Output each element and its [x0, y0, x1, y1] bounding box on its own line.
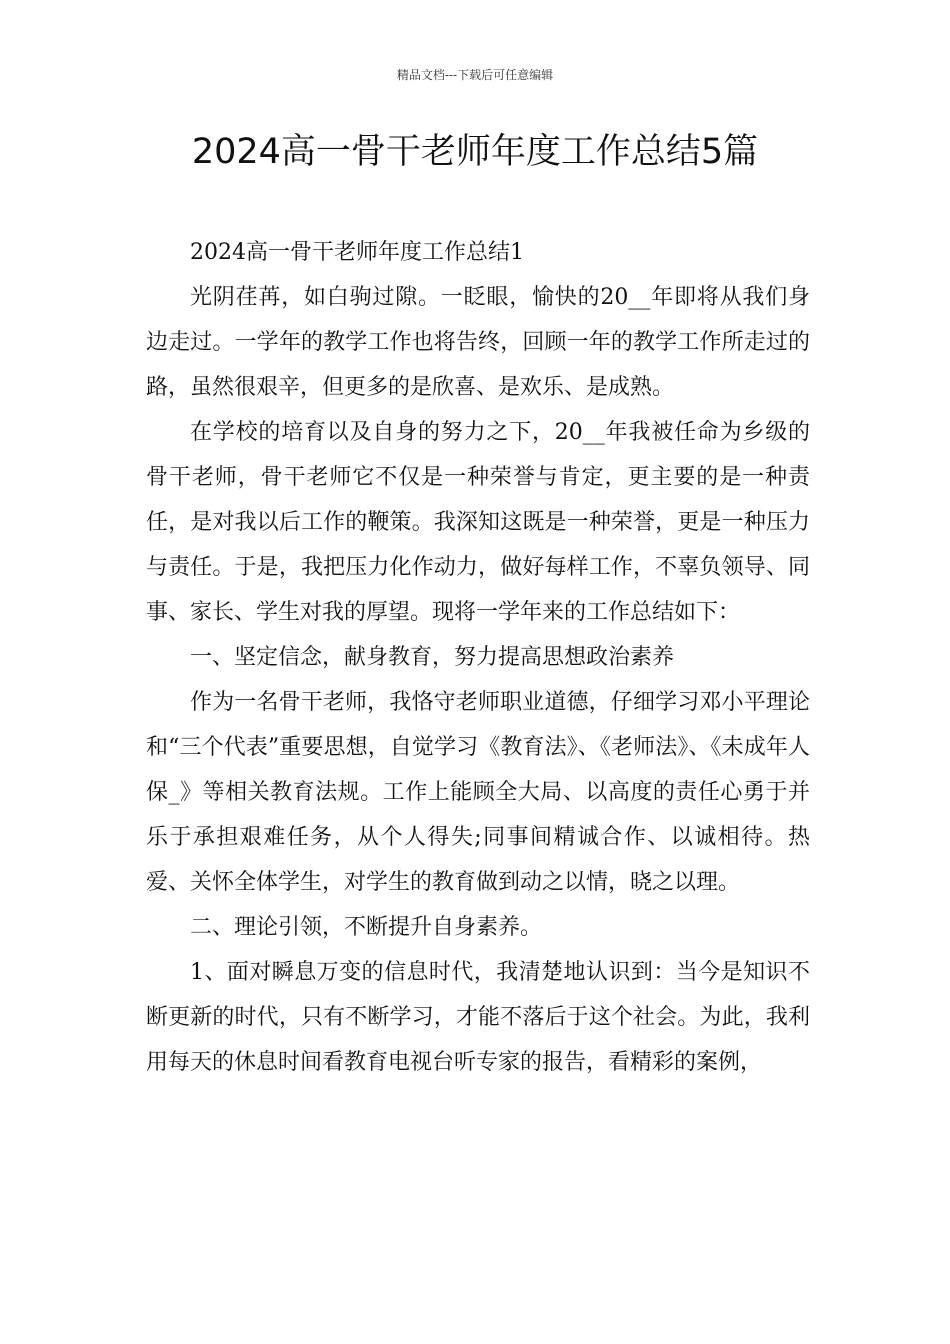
paragraph: 作为一名骨干老师，我恪守老师职业道德，仔细学习邓小平理论和“三个代表”重要思想，自觉学习《教育法》、《老师法》、《未成年人保_》等相关教育法规。工作上能顾全大局、以高度的责任心勇于并乐于承担艰难任务，从个人得失;同事间精诚合作、以诚相待。热爱、关怀全体学生，对学生的教育做到动之以情，晓之以理。 — [146, 690, 810, 895]
section-heading: 2024高一骨干老师年度工作总结1 — [190, 240, 524, 265]
header-note: 精品文档---下载后可任意编辑 — [396, 68, 554, 82]
document-title: 2024高一骨干老师年度工作总结5篇 — [191, 132, 759, 172]
paragraph: 光阴荏苒，如白驹过隙。一眨眼，愉快的20__年即将从我们身边走过。一学年的教学工作也将告终，回顾一年的教学工作所走过的路，虽然很艰辛，但更多的是欣喜、是欢乐、是成熟。 — [146, 285, 810, 400]
paragraph: 1、面对瞬息万变的信息时代，我清楚地认识到：当今是知识不断更新的时代，只有不断学习，才能不落后于这个社会。为此，我利用每天的休息时间看教育电视台听专家的报告，看精彩的案例， — [146, 960, 810, 1075]
document-body — [146, 230, 810, 1085]
subheading: 一、坚定信念，献身教育，努力提高思想政治素养 — [190, 645, 675, 670]
paragraph: 在学校的培育以及自身的努力之下，20__年我被任命为乡级的骨干老师，骨干老师它不仅是一种荣誉与肯定，更主要的是一种责任，是对我以后工作的鞭策。我深知这既是一种荣誉，更是一种压力与责任。于是，我把压力化作动力，做好每样工作，不辜负领导、同事、家长、学生对我的厚望。现将一学年来的工作总结如下： — [146, 420, 810, 625]
subheading: 二、理论引领，不断提升自身素养。 — [190, 915, 543, 940]
